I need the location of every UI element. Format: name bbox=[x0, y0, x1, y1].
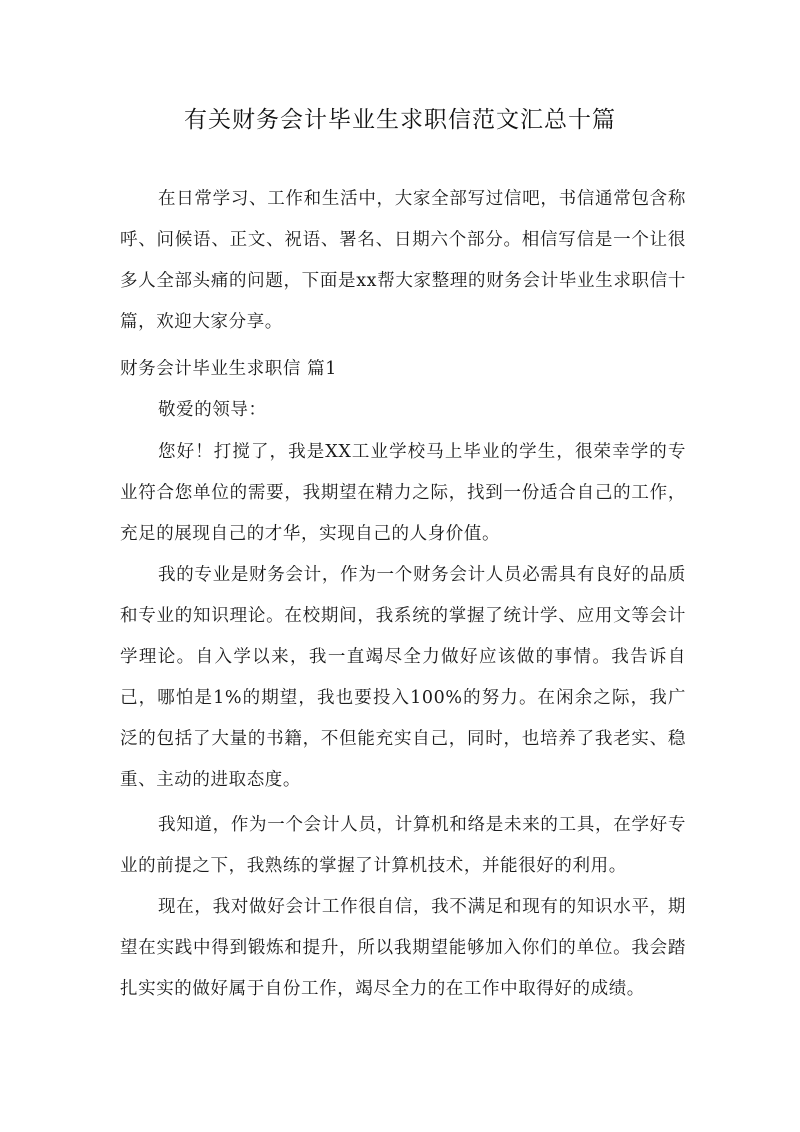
computer-skills-paragraph: 我知道，作为一个会计人员，计算机和络是未来的工具，在学好专业的前提之下，我熟练的掌握了计算机技术，并能很好的利用。 bbox=[120, 815, 686, 876]
section-heading: 财务会计毕业生求职信 篇1 bbox=[120, 359, 337, 379]
document-title: 有关财务会计毕业生求职信范文汇总十篇 bbox=[184, 107, 616, 133]
intro-paragraph: 在日常学习、工作和生活中，大家全部写过信吧，书信通常包含称呼、问候语、正文、祝语、署名、日期六个部分。相信写信是一个让很多人全部头痛的问题，下面是xx帮大家整理的财务会计毕业生求职信十篇，欢迎大家分享。 bbox=[120, 189, 686, 332]
major-paragraph: 我的专业是财务会计，作为一个财务会计人员必需具有良好的品质和专业的知识理论。在校期间，我系统的掌握了统计学、应用文等会计学理论。自入学以来，我一直竭尽全力做好应该做的事情。我告诉自己，哪怕是1%的期望，我也要投入100%的努力。在闲余之际，我广泛的包括了大量的书籍，不但能充实自己，同时，也培养了我老实、稳重、主动的进取态度。 bbox=[120, 565, 686, 790]
greeting-paragraph: 您好！打搅了，我是XX工业学校马上毕业的学生，很荣幸学的专业符合您单位的需要，我期望在精力之际，找到一份适合自己的工作，充足的展现自己的才华，实现自己的人身价值。 bbox=[120, 442, 686, 544]
confidence-paragraph: 现在，我对做好会计工作很自信，我不满足和现有的知识水平，期望在实践中得到锻炼和提升，所以我期望能够加入你们的单位。我会踏扎实实的做好属于自份工作，竭尽全力的在工作中取得好的成绩。 bbox=[120, 897, 686, 999]
salutation: 敬爱的领导： bbox=[158, 400, 267, 420]
